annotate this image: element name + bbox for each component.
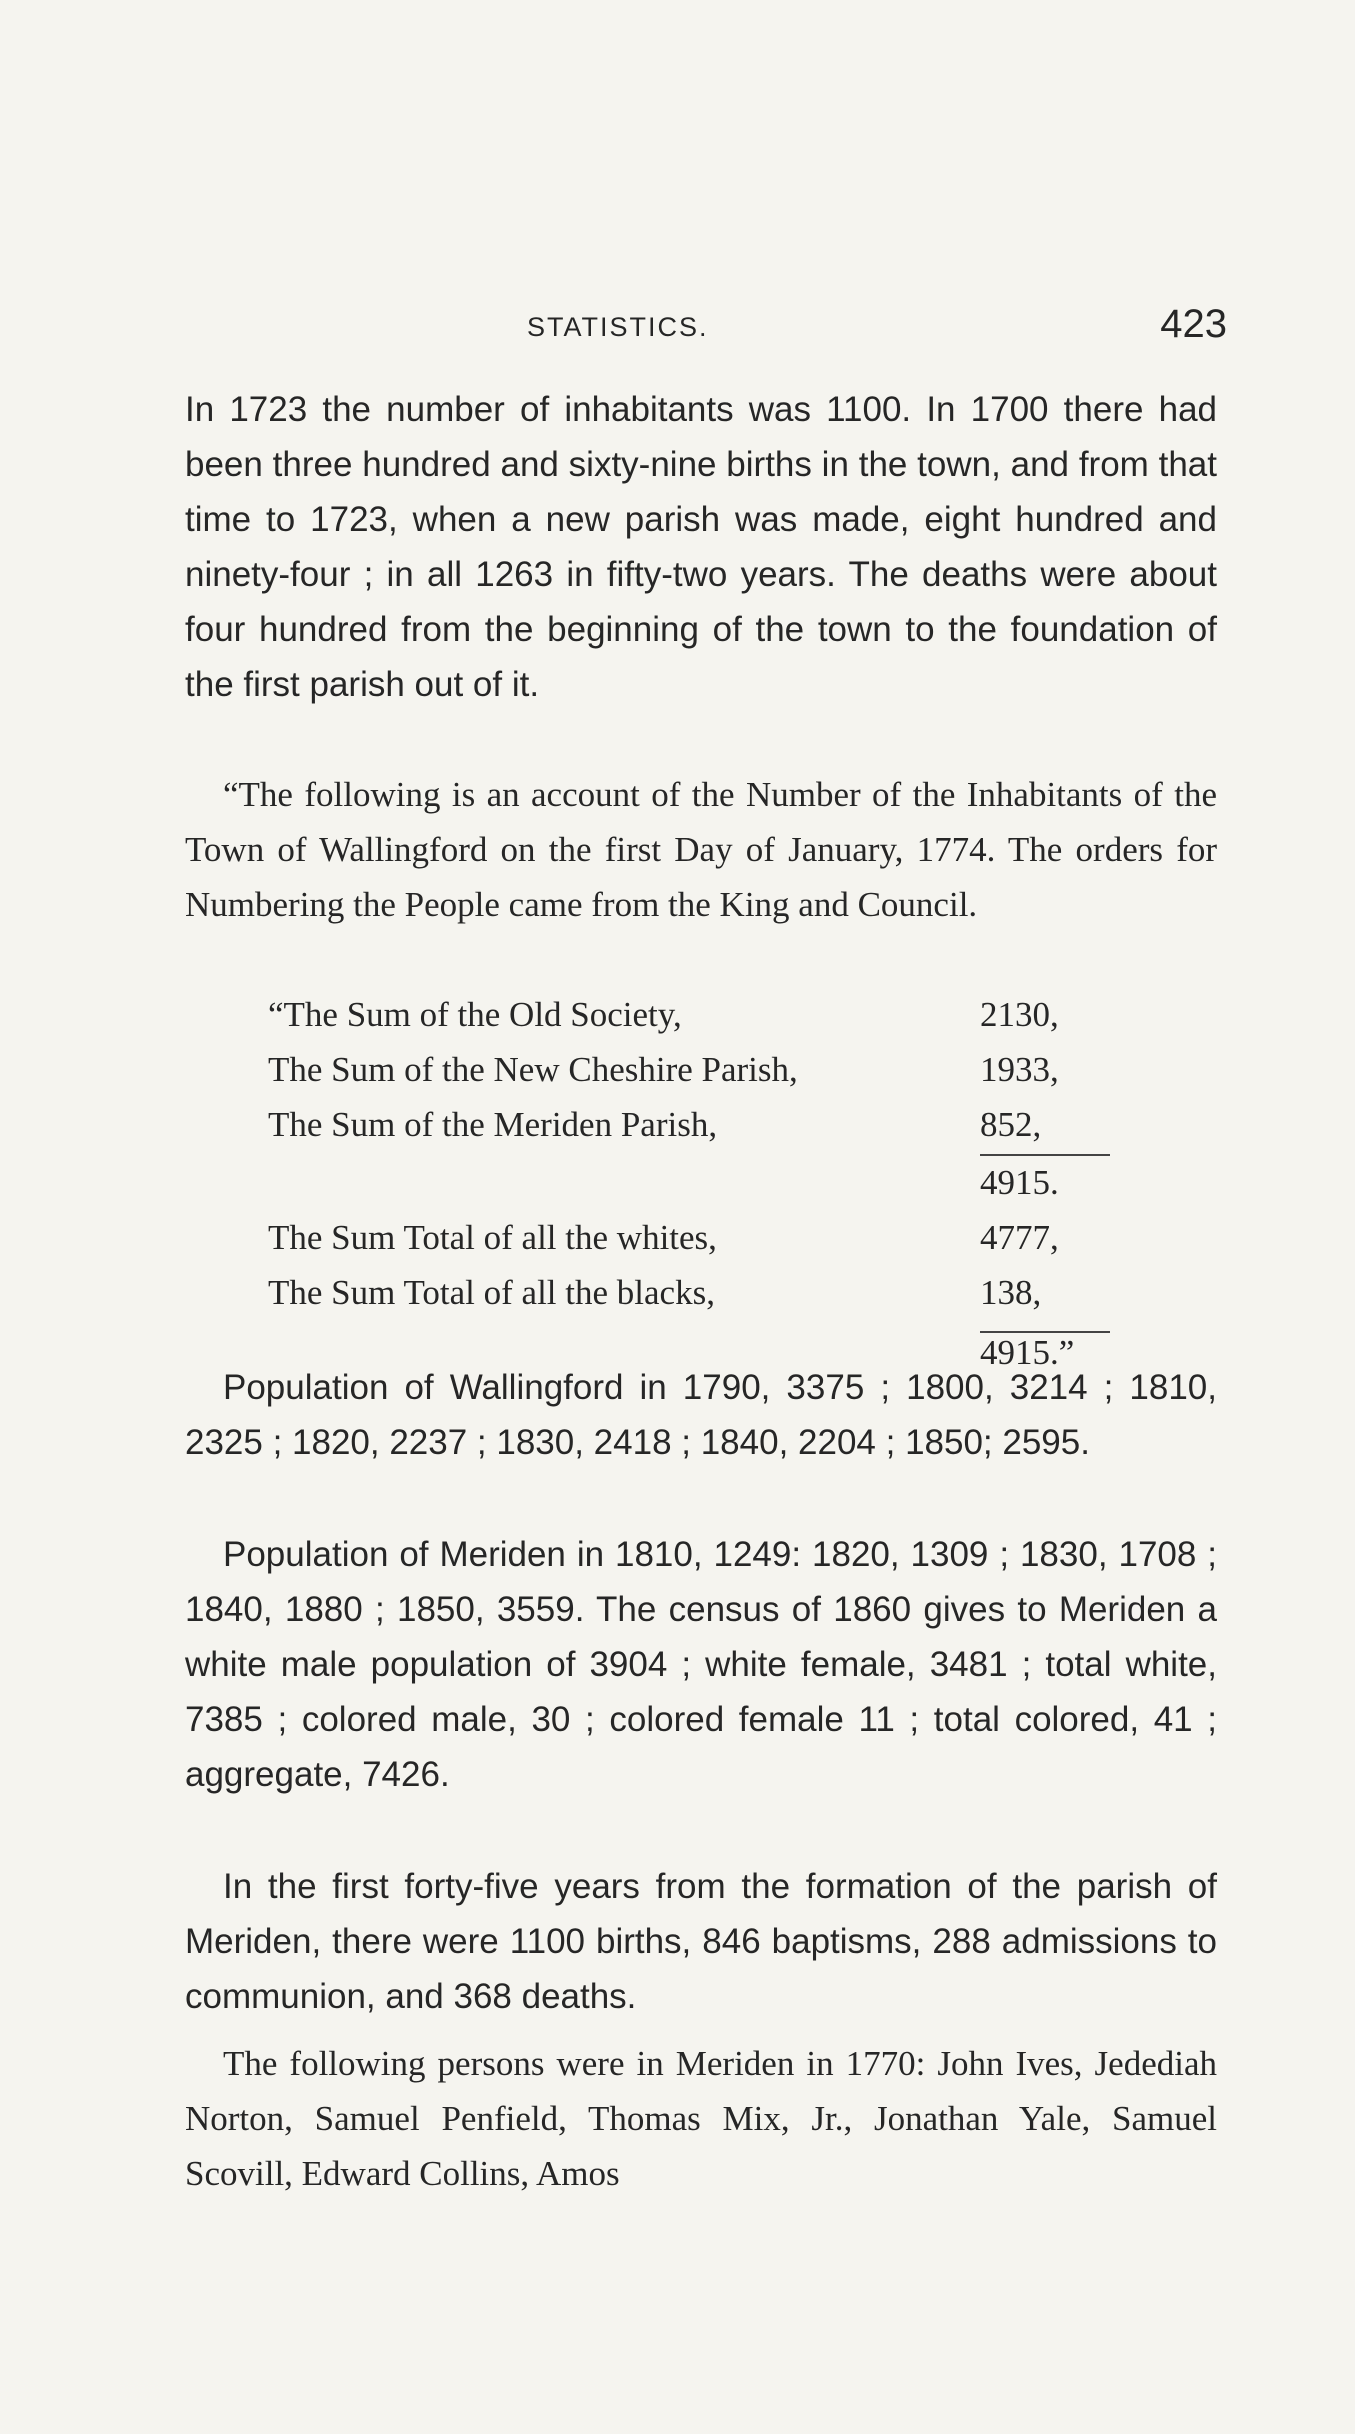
paragraph-text: “The following is an account of the Number of the Inhabitants of the Town of Wallingford on the first Day of January, 1774. The orders for Numbering the People came from the King and Council.	[185, 775, 1217, 924]
page-header	[147, 298, 1227, 358]
paragraph-text: Population of Wallingford in 1790, 3375 ; 1800, 3214 ; 1810, 2325 ; 1820, 2237 ; 1830, 2418 ; 1840, 2204 ; 1850; 2595.	[185, 1368, 1217, 1462]
paragraph-text: The following persons were in Meriden in 1770: John Ives, Jedediah Norton, Samuel Penfield, Thomas Mix, Jr., Jonathan Yale, Samuel Scovill, Edward Collins, Amos	[185, 2044, 1217, 2193]
table-row	[268, 1097, 1128, 1152]
paragraph-text: In the first forty-five years from the formation of the parish of Meriden, there were 1100 births, 846 baptisms, 288 admissions to communion, and 368 deaths.	[185, 1867, 1217, 2016]
row-label: The Sum Total of all the blacks,	[268, 1273, 715, 1312]
row-value: 1933,	[980, 1050, 1059, 1089]
census-table-1774	[268, 987, 1128, 1380]
paragraph-inhabitants-1723	[185, 382, 1217, 712]
paragraph-account-1774	[185, 767, 1217, 932]
table-row	[268, 1265, 1128, 1320]
row-value: 4915.	[980, 1163, 1059, 1202]
table-row	[268, 1210, 1128, 1265]
paragraph-meriden-1770	[185, 2036, 1217, 2201]
row-label: The Sum Total of all the whites,	[268, 1218, 717, 1257]
row-value: 852,	[980, 1105, 1042, 1144]
paragraph-meriden-population	[185, 1527, 1217, 1802]
paragraph-text: Population of Meriden in 1810, 1249: 1820, 1309 ; 1830, 1708 ; 1840, 1880 ; 1850, 3559. The census of 1860 gives to Meriden a white male population of 3904 ; white female, 3481 ; total white, 7385 ; colored male, 30 ; colored female 11 ; total colored, 41 ; aggregate, 7426.	[185, 1535, 1217, 1794]
page-number: 423	[1160, 302, 1227, 346]
row-value: 4777,	[980, 1218, 1059, 1257]
row-label: “The Sum of the Old Society,	[268, 995, 682, 1034]
row-label: The Sum of the New Cheshire Parish,	[268, 1050, 798, 1089]
paragraph-text: In 1723 the number of inhabitants was 1100. In 1700 there had been three hundred and sixty-nine births in the town, and from that time to 1723, when a new parish was made, eight hundred and ninety-four ; in all 1263 in fifty-two years. The deaths were about four hundred from the beginning of the town to the foundation of the first parish out of it.	[185, 390, 1217, 704]
table-row	[268, 1042, 1128, 1097]
row-value: 138,	[980, 1273, 1042, 1312]
running-head: STATISTICS.	[527, 312, 709, 342]
row-value: 2130,	[980, 995, 1059, 1034]
row-label: The Sum of the Meriden Parish,	[268, 1105, 718, 1144]
paragraph-meriden-parish	[185, 1859, 1217, 2024]
table-row-subtotal	[268, 1155, 1128, 1210]
table-row	[268, 987, 1128, 1042]
row-value: 4915.”	[980, 1333, 1075, 1372]
paragraph-wallingford-population	[185, 1360, 1217, 1470]
